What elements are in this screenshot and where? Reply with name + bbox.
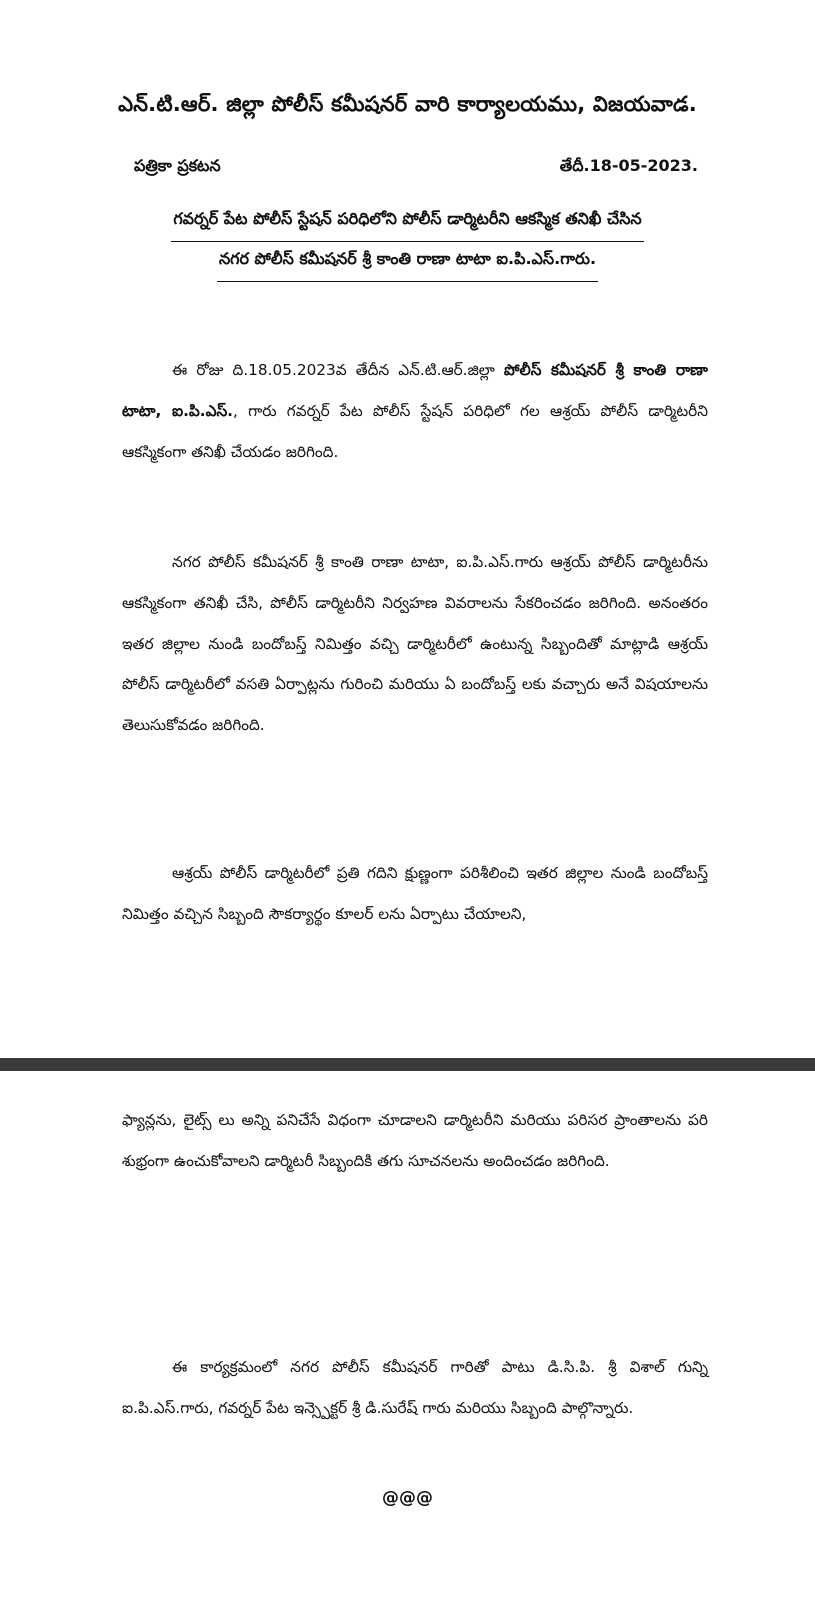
date-label: తేదీ.18-05-2023. — [559, 156, 698, 175]
headline-line-1 — [0, 209, 815, 242]
paragraph-1-bold: పోలీస్ కమీషనర్ శ్రీ కాంతి రాణా టాటా, ఐ.పి.ఎస్. — [122, 361, 708, 420]
paragraph-1-text-b: , గారు గవర్నర్ పేట పోలీస్ స్టేషన్ పరిధిలో గల ఆశ్రయ్ పోలీస్ డార్మిటరీని ఆకస్మికంగా తనిఖీ చేయడం జరిగింది. — [122, 401, 708, 461]
paragraph-2: నగర పోలీస్ కమీషనర్ శ్రీ కాంతి రాణా టాటా, ఐ.పి.ఎస్.గారు ఆశ్రయ్ పోలీస్ డార్మిటరీను ఆకస్మికంగా తనిఖీ చేసి, పోలీస్ డార్మిటరీని నిర్వహణ వివరాలను సేకరించడం జరిగింది. అనంతరం ఇతర జిల్లాల నుండి బందోబస్త్ నిమిత్తం వచ్చి డార్మిటరీలో ఉంటున్న సిబ్బందితో మాట్లాడి ఆశ్రయ్ పోలీస్ డార్మిటరీలో వసతి ఏర్పాట్లను గురించి మరియు ఏ బందోబస్త్ లకు వచ్చారు అనే విషయాలను తెలుసుకోవడం జరిగింది. — [122, 553, 708, 735]
end-mark: @@@ — [382, 1488, 433, 1508]
headline-line-1-text: గవర్నర్ పేట పోలీస్ స్టేషన్ పరిధిలోని పోలీస్ డార్మిటరీని ఆకస్మిక తనిఖీ చేసిన — [171, 209, 643, 242]
paragraph-4: ఫ్యాన్లను, లైట్స్ లు అన్ని పనిచేసే విధంగా చూడాలని డార్మిటరీని మరియు పరిసర ప్రాంతాలను పరి శుభ్రంగా ఉంచుకోవాలని డార్మిటరీ సిబ్బందికి తగు సూచనలను అందించడం జరిగింది. — [122, 1111, 708, 1170]
document-page-2 — [0, 1071, 815, 1615]
paragraph-1-text-a: ఈ రోజు ది.18.05.2023వ తేదీన ఎన్.టి.ఆర్.జిల్లా — [172, 361, 504, 379]
office-title: ఎన్.టి.ఆర్. జిల్లా పోలీస్ కమీషనర్ వారి కార్యాలయము, విజయవాడ. — [118, 92, 697, 116]
paragraph-1 — [122, 350, 708, 472]
headline-line-2-text: నగర పోలీస్ కమీషనర్ శ్రీ కాంతి రాణా టాటా ఐ.పి.ఎస్.గారు. — [217, 249, 598, 282]
page-separator — [0, 1058, 815, 1071]
headline-line-2 — [0, 249, 815, 282]
paragraph-3: ఆశ్రయ్ పోలీస్ డార్మిటరీలో ప్రతి గదిని క్షుణ్ణంగా పరిశీలించి ఇతర జిల్లాల నుండి బందోబస్త్ నిమిత్తం వచ్చిన సిబ్బంది సౌకర్యార్థం కూలర్ లను ఏర్పాటు చేయాలని, — [122, 864, 708, 923]
press-release-label: పత్రికా ప్రకటన — [134, 156, 221, 175]
paragraph-5: ఈ కార్యక్రమంలో నగర పోలీస్ కమీషనర్ గారితో పాటు డి.సి.పి. శ్రీ విశాల్ గున్ని ఐ.పి.ఎస్.గారు, గవర్నర్ పేట ఇన్స్పెక్టర్ శ్రీ డి.సురేష్ గారు మరియు సిబ్బంది పాల్గొన్నారు. — [122, 1358, 708, 1417]
